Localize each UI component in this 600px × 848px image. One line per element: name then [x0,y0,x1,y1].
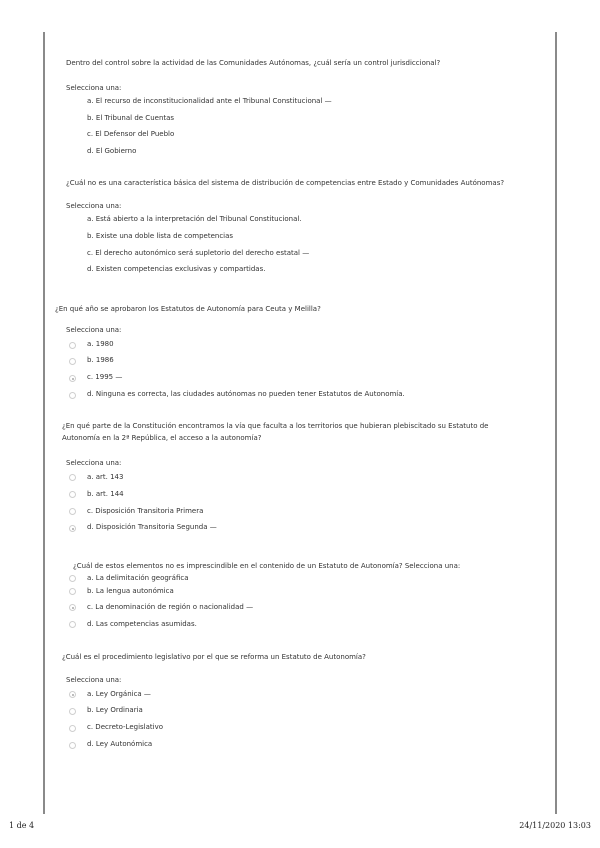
question-2-option-b[interactable]: b. Existe una doble lista de competencias [87,232,234,240]
question-4-radio-b[interactable] [69,491,76,498]
question-6-text: ¿Cuál es el procedimiento legislativo por el que se reforma un Estatuto de Autonomía? [62,653,366,661]
question-6-radio-b[interactable] [69,708,76,715]
question-6-radio-c[interactable] [69,725,76,732]
question-1-text: Dentro del control sobre la actividad de las Comunidades Autónomas, ¿cuál sería un control jurisdiccional? [66,59,441,67]
question-3-text: ¿En qué año se aprobaron los Estatutos de Autonomía para Ceuta y Melilla? [55,305,321,313]
question-4-radio-c[interactable] [69,508,76,515]
question-1-option-a[interactable]: a. El recurso de inconstitucionalidad ante el Tribunal Constitucional — [87,97,332,105]
question-5-option-d[interactable]: d. Las competencias asumidas. [87,620,197,628]
question-1-prompt: Selecciona una: [66,84,122,92]
question-1-option-c[interactable]: c. El Defensor del Pueblo [87,130,175,138]
question-3-option-d[interactable]: d. Ninguna es correcta, las ciudades autónomas no pueden tener Estatutos de Autonomía. [87,390,405,398]
question-3-prompt: Selecciona una: [66,326,122,334]
question-3-option-b[interactable]: b. 1986 [87,356,114,364]
question-6-option-a[interactable]: a. Ley Orgánica — [87,690,151,698]
question-5-radio-b[interactable] [69,588,76,595]
question-2-option-c[interactable]: c. El derecho autonómico será supletorio del derecho estatal — [87,249,310,257]
print-timestamp: 24/11/2020 13:03 [519,821,591,830]
question-3-radio-a[interactable] [69,342,76,349]
question-4-text-line-2: Autonomía en la 2ª República, el acceso a la autonomía? [62,434,262,442]
question-5-option-c[interactable]: c. La denominación de región o nacionalidad — [87,603,254,611]
question-3-option-a[interactable]: a. 1980 [87,340,114,348]
question-3-option-c[interactable]: c. 1995 — [87,373,123,381]
question-4-option-b[interactable]: b. art. 144 [87,490,124,498]
question-6-option-c[interactable]: c. Decreto-Legislativo [87,723,164,731]
question-3-radio-b[interactable] [69,358,76,365]
question-1-option-d[interactable]: d. El Gobierno [87,147,137,155]
question-1-option-b[interactable]: b. El Tribunal de Cuentas [87,114,175,122]
question-3-radio-c[interactable] [69,375,76,382]
question-5-radio-c[interactable] [69,604,76,611]
question-5-option-b[interactable]: b. La lengua autonómica [87,587,174,595]
question-6-option-d[interactable]: d. Ley Autonómica [87,740,153,748]
right-margin-rule [555,32,557,814]
question-4-option-c[interactable]: c. Disposición Transitoria Primera [87,507,204,515]
question-2-text: ¿Cuál no es una característica básica del sistema de distribución de competencias entre Estado y Comunidades Autónomas? [66,179,505,187]
question-6-radio-d[interactable] [69,742,76,749]
question-5-radio-d[interactable] [69,621,76,628]
question-4-prompt: Selecciona una: [66,459,122,467]
question-5-option-a[interactable]: a. La delimitación geográfica [87,574,189,582]
left-margin-rule [43,32,45,814]
question-3-radio-d[interactable] [69,392,76,399]
question-6-radio-a[interactable] [69,691,76,698]
question-4-radio-d[interactable] [69,525,76,532]
question-6-prompt: Selecciona una: [66,676,122,684]
question-4-radio-a[interactable] [69,474,76,481]
question-4-option-a[interactable]: a. art. 143 [87,473,124,481]
question-4-text-line-1: ¿En qué parte de la Constitución encontramos la vía que faculta a los territorios que hubieran plebiscitado su Estatuto de [62,422,489,430]
question-6-option-b[interactable]: b. Ley Ordinaria [87,706,143,714]
question-2-prompt: Selecciona una: [66,202,122,210]
question-5-text: ¿Cuál de estos elementos no es imprescindible en el contenido de un Estatuto de Autonomía? Selecciona una: [73,562,461,570]
question-5-radio-a[interactable] [69,575,76,582]
page-number: 1 de 4 [9,821,35,830]
question-2-option-a[interactable]: a. Está abierto a la interpretación del Tribunal Constitucional. [87,215,302,223]
question-4-option-d[interactable]: d. Disposición Transitoria Segunda — [87,523,217,531]
question-2-option-d[interactable]: d. Existen competencias exclusivas y compartidas. [87,265,266,273]
